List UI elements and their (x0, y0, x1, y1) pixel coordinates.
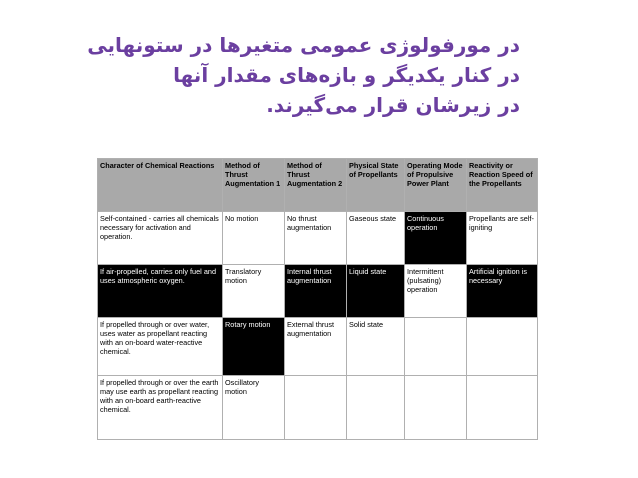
table-cell-selected: If air-propelled, carries only fuel and uses atmospheric oxygen. (98, 265, 223, 318)
table-cell-selected: Liquid state (347, 265, 405, 318)
morphological-table (97, 158, 538, 440)
table-row (98, 376, 538, 440)
table-cell (347, 376, 405, 440)
table-cell (285, 376, 347, 440)
table-row (98, 318, 538, 376)
title-line-1: در مورفولوژی عمومی متغیرها در ستونهایی (87, 33, 520, 57)
header-physical-state: Physical State of Propellants (347, 159, 405, 212)
table-cell: No motion (223, 212, 285, 265)
table-cell (467, 318, 538, 376)
table-cell (405, 318, 467, 376)
table-cell: No thrust augmentation (285, 212, 347, 265)
table-cell (405, 376, 467, 440)
table-cell: Gaseous state (347, 212, 405, 265)
table-cell: Solid state (347, 318, 405, 376)
header-reactivity: Reactivity or Reaction Speed of the Propellants (467, 159, 538, 212)
title-line-3: در زیرشان قرار می‌گیرند. (266, 93, 520, 117)
header-operating-mode: Operating Mode of Propulsive Power Plant (405, 159, 467, 212)
table-row (98, 265, 538, 318)
table-cell: Oscillatory motion (223, 376, 285, 440)
header-thrust-augmentation-1: Method of Thrust Augmentation 1 (223, 159, 285, 212)
table-cell: Intermittent (pulsating) operation (405, 265, 467, 318)
table-cell (467, 376, 538, 440)
table-cell-selected: Internal thrust augmentation (285, 265, 347, 318)
header-character-of-chemical-reactions: Character of Chemical Reactions (98, 159, 223, 212)
header-thrust-augmentation-2: Method of Thrust Augmentation 2 (285, 159, 347, 212)
table-row (98, 212, 538, 265)
table-cell: If propelled through or over water, uses water as propellant reacting with an on-board water-reactive chemical. (98, 318, 223, 376)
table-cell: Translatory motion (223, 265, 285, 318)
table-header-row (98, 159, 538, 212)
table-cell-selected: Artificial ignition is necessary (467, 265, 538, 318)
table-cell-selected: Rotary motion (223, 318, 285, 376)
table-cell: Self-contained - carries all chemicals necessary for activation and operation. (98, 212, 223, 265)
table-cell: Propellants are self-igniting (467, 212, 538, 265)
table-cell: External thrust augmentation (285, 318, 347, 376)
slide-title (60, 30, 520, 120)
table-cell: If propelled through or over the earth may use earth as propellant reacting with an on-board earth-reactive chemical. (98, 376, 223, 440)
title-line-2: در کنار یکدیگر و بازه‌های مقدار آنها (173, 63, 520, 87)
table-cell-selected: Continuous operation (405, 212, 467, 265)
